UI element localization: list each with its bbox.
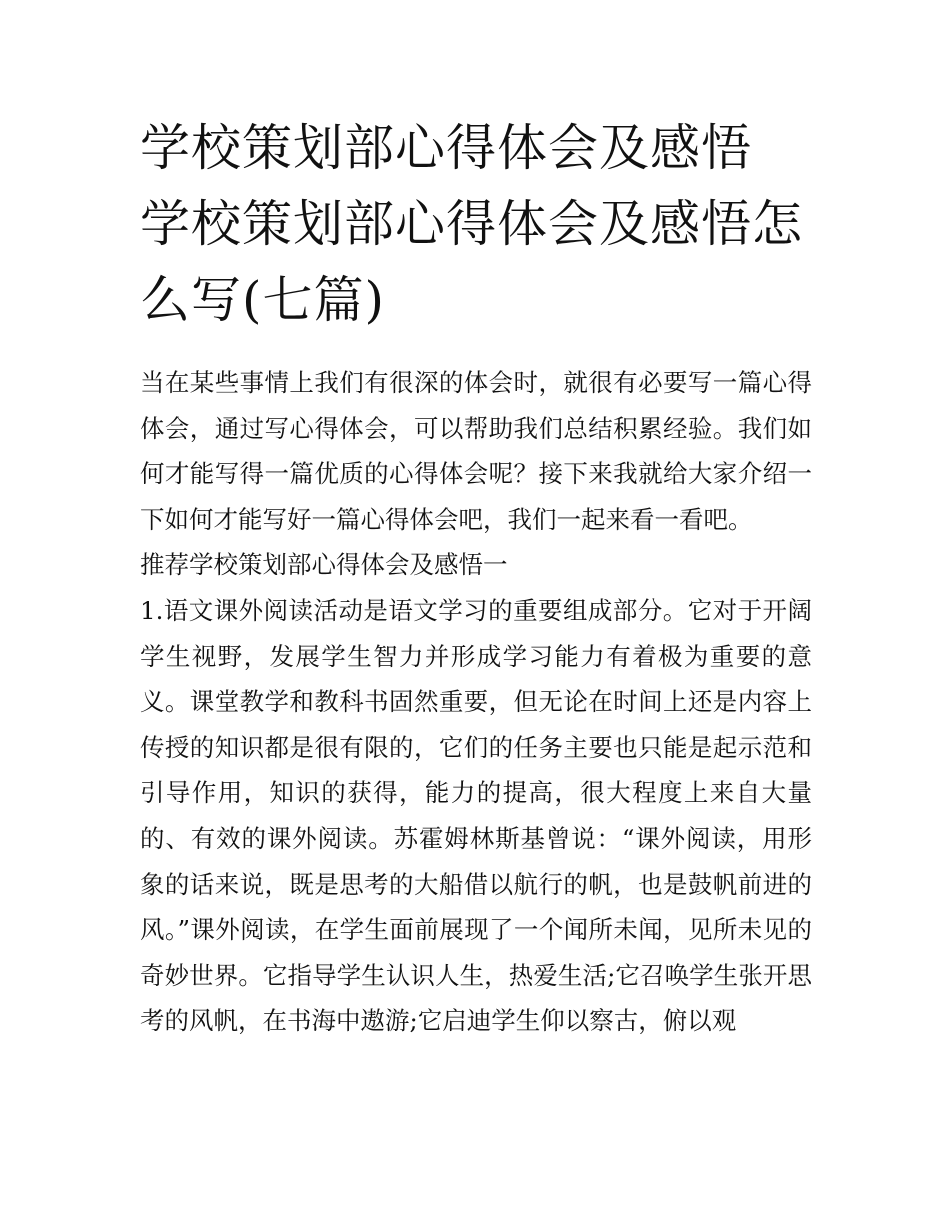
document-page <box>140 110 812 1044</box>
body-paragraph-1: 1.语文课外阅读活动是语文学习的重要组成部分。它对于开阔学生视野，发展学生智力并形成学习能力有着极为重要的意义。课堂教学和教科书固然重要，但无论在时间上还是内容上传授的知识都是很有限的，它们的任务主要也只能是起示范和引导作用，知识的获得，能力的提高，很大程度上来自大量的、有效的课外阅读。苏霍姆林斯基曾说：“课外阅读，用形象的话来说，既是思考的大船借以航行的帆，也是鼓帆前进的风。”课外阅读，在学生面前展现了一个闻所未闻，见所未见的奇妙世界。它指导学生认识人生，热爱生活;它召唤学生张开思考的风帆，在书海中遨游;它启迪学生仰以察古，俯以观 <box>140 595 812 1036</box>
intro-paragraph: 当在某些事情上我们有很深的体会时，就很有必要写一篇心得体会，通过写心得体会，可以帮助我们总结积累经验。我们如何才能写得一篇优质的心得体会呢？接下来我就给大家介绍一下如何才能写好一篇心得体会吧，我们一起来看一看吧。 <box>140 368 812 534</box>
section-heading: 推荐学校策划部心得体会及感悟一 <box>140 550 508 580</box>
document-title: 学校策划部心得体会及感悟 学校策划部心得体会及感悟怎么写(七篇) <box>140 119 803 329</box>
